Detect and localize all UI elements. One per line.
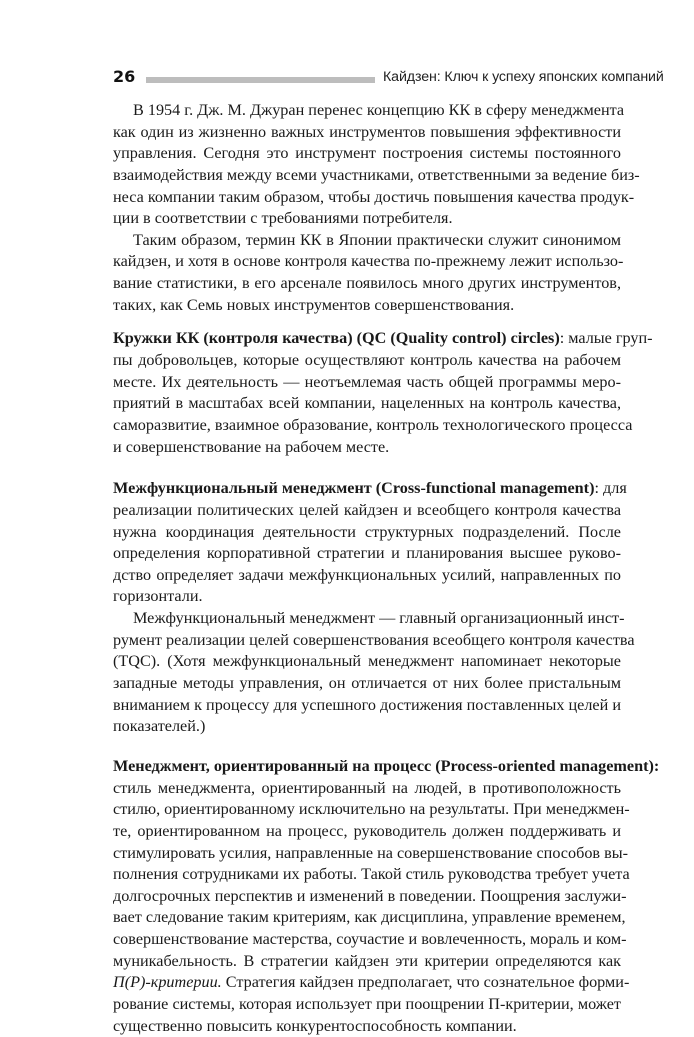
text-line (113, 972, 630, 994)
text-line: стимулировать усилия, направленные на совершенствование способов вы- (113, 843, 629, 862)
text-line: пы добровольцев, которые осуществляют контроль качества на рабочем (113, 351, 621, 370)
text-line: взаимодействия между всеми участниками, ответственными за ведение биз- (113, 165, 640, 184)
text-line: вает следование таким критериям, как дисциплина, управление временем, (113, 908, 626, 927)
text-line: месте. Их деятельность — неотъемлемая часть общей программы меро- (113, 372, 621, 391)
text-line: определения корпоративной стратегии и планирования высшее руково- (113, 544, 621, 563)
text-line: кайдзен, и хотя в основе контроля качества по-прежнему лежит использо- (113, 252, 624, 271)
glossary-entry-qc-circles (113, 328, 653, 458)
glossary-term: Межфункциональный менеджмент (Cross-functional management) (113, 479, 595, 498)
text-line: реализации политических целей кайдзен и всеобщего контроля качества (113, 500, 621, 519)
text-line: совершенствование мастерства, соучастие и вовлеченность, мораль и ком- (113, 930, 627, 949)
text-line: стилю, ориентированному исключительно на результаты. При менеджмен- (113, 800, 630, 819)
text-line: те, ориентированном на процесс, руководитель должен поддерживать и (113, 821, 621, 840)
text-line: приятий в масштабах всей компании, нацеленных на контроль качества, (113, 394, 621, 413)
text-line (113, 328, 653, 350)
paragraph-juran (113, 100, 640, 230)
text-line: Межфункциональный менеджмент — главный организационный инст- (133, 609, 625, 628)
text-line: нужна координация деятельности структурных подразделений. После (113, 522, 621, 541)
definition-start: : (653, 756, 660, 775)
text-line: горизонтали. (113, 587, 203, 606)
running-title: Кайдзен: Ключ к успеху японских компаний (383, 69, 664, 85)
text-line: рование системы, которая использует при поощрении П-критерии, может (113, 994, 621, 1013)
body-text (113, 100, 660, 1037)
running-header (113, 66, 664, 88)
definition-start: : малые груп- (559, 329, 653, 348)
paragraph-qc-synonym (113, 230, 624, 317)
glossary-term: Менеджмент, ориентированный на процесс (Process-oriented management) (113, 756, 654, 775)
text-line: саморазвитие, взаимное образование, контроль технологического процесса (113, 415, 633, 434)
page-number: 26 (113, 67, 136, 86)
italic-term: П(Р)-критерии. (113, 973, 222, 992)
text-line: стиль менеджмента, ориентированный на людей, в противоположность (113, 778, 621, 797)
text-line (113, 478, 627, 500)
text-line: показателей.) (113, 717, 206, 736)
text-line: как один из жизненно важных инструментов повышения эффективности (113, 122, 621, 141)
text-line: управления. Сегодня это инструмент построения системы постоянного (113, 144, 621, 163)
text-line: западные методы управления, он отличается от них более пристальным (113, 674, 621, 693)
text-line: полнения сотрудниками их работы. Такой стиль руководства требует учета (113, 865, 630, 884)
text-line: и совершенствование на рабочем месте. (113, 437, 390, 456)
text-line (113, 756, 660, 778)
text-line: существенно повысить конкурентоспособность компании. (113, 1016, 517, 1035)
text-line: таких, как Семь новых инструментов совершенствования. (113, 295, 515, 314)
header-rule-bar (146, 77, 375, 83)
text-line: неса компании таким образом, чтобы достичь повышения качества продук- (113, 187, 635, 206)
glossary-entry-process-oriented (113, 756, 660, 1037)
text-line: муникабельность. В стратегии кайдзен эти критерии определяются как (113, 951, 621, 970)
text-line: вниманием к процессу для успешного достижения поставленных целей и (113, 695, 621, 714)
text-line: В 1954 г. Дж. М. Джуран перенес концепцию КК в сферу менеджмента (133, 101, 625, 119)
glossary-term: Кружки КК (контроля качества) (QC (Quality control) circles) (113, 329, 560, 348)
text-line: Таким образом, термин КК в Японии практически служит синонимом (133, 230, 621, 249)
text-line: дство определяет задачи межфункциональных усилий, направленных по (113, 565, 621, 584)
definition-start: : для (594, 479, 627, 498)
text-line: румент реализации целей совершенствования всеобщего контроля качества (113, 630, 635, 649)
text-run: Стратегия кайдзен предполагает, что сознательное форми- (221, 973, 630, 992)
text-line: вание статистики, в его арсенале появилось много других инструментов, (113, 274, 621, 293)
text-line: ции в соответствии с требованиями потребителя. (113, 209, 453, 228)
text-line: (TQC). (Хотя межфункциональный менеджмент напоминает некоторые (113, 652, 621, 671)
text-line: долгосрочных перспектив и изменений в поведении. Поощрения заслужи- (113, 886, 627, 905)
glossary-entry-cross-functional (113, 478, 635, 738)
